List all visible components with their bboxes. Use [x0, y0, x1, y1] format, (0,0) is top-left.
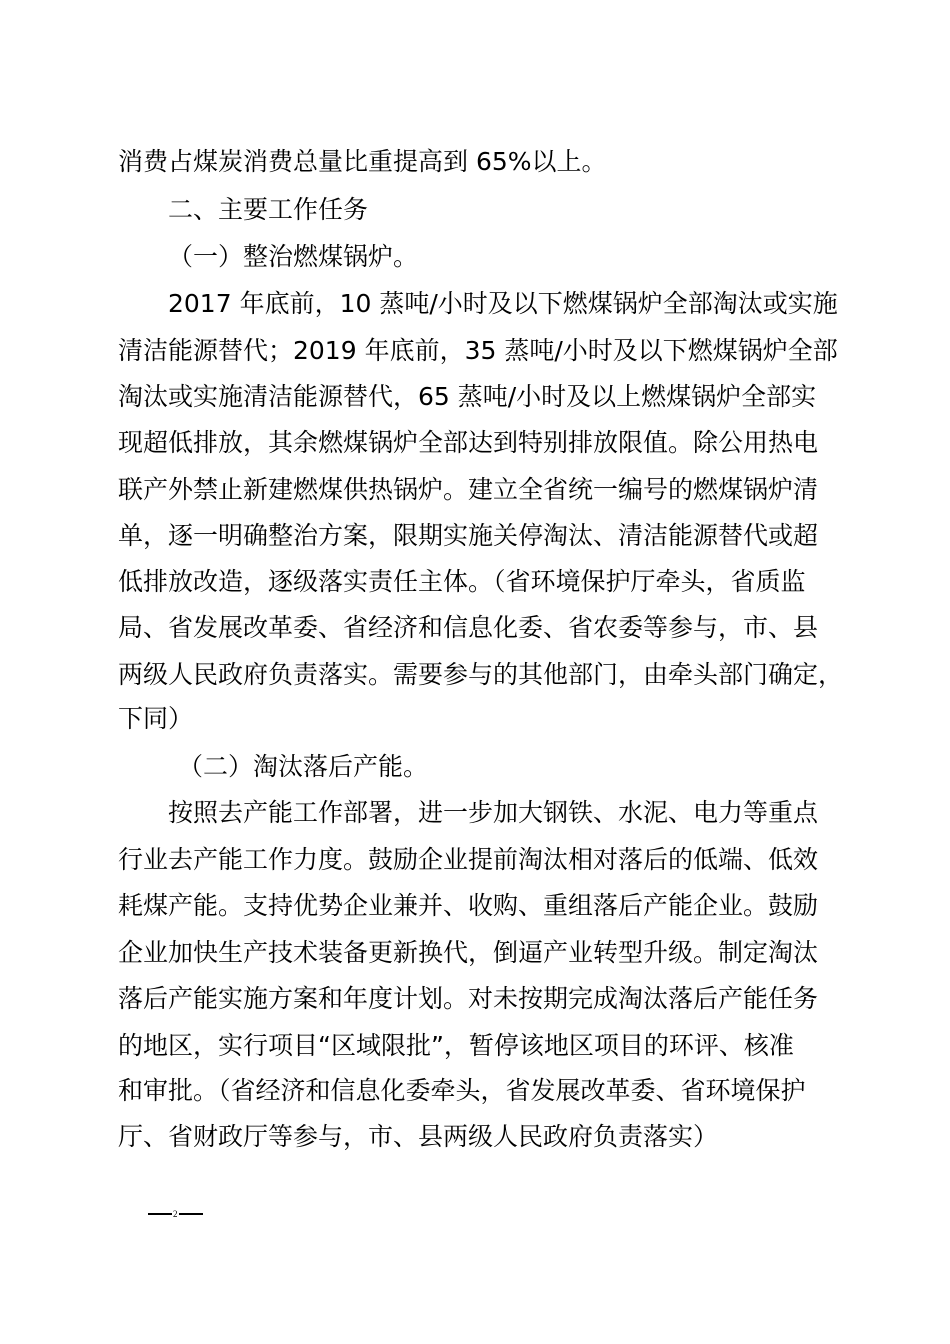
subsection-heading: （一）整治燃煤锅炉。 [168, 242, 419, 271]
page-number: 2 [173, 1209, 178, 1219]
body-text-line: 清洁能源替代；2019 年底前，35 蒸吨/小时及以下燃煤锅炉全部 [118, 336, 838, 365]
body-text-line: 低排放改造，逐级落实责任主体。（省环境保护厅牵头，省质监 [118, 567, 806, 596]
body-text-line: 2017 年底前，10 蒸吨/小时及以下燃煤锅炉全部淘汰或实施 [168, 289, 838, 318]
body-text-line: 厅、省财政厅等参与，市、县两级人民政府负责落实） [118, 1122, 719, 1151]
body-text-line: 耗煤产能。支持优势企业兼并、收购、重组落后产能企业。鼓励 [118, 891, 819, 920]
section-heading: 二、主要工作任务 [168, 195, 369, 224]
body-text-line: 企业加快生产技术装备更新换代，倒逼产业转型升级。制定淘汰 [118, 938, 819, 967]
body-text-line: 消费占煤炭消费总量比重提高到 65%以上。 [118, 147, 607, 176]
body-text-line: 现超低排放，其余燃煤锅炉全部达到特别排放限值。除公用热电 [118, 428, 819, 457]
footer-dash-right [179, 1213, 203, 1215]
body-text-line: 和审批。（省经济和信息化委牵头，省发展改革委、省环境保护 [118, 1076, 806, 1105]
body-text-line: 局、省发展改革委、省经济和信息化委、省农委等参与，市、县 [118, 613, 819, 642]
footer-dash-left [148, 1213, 172, 1215]
body-text-line: 下同） [118, 704, 194, 733]
body-text-line: 落后产能实施方案和年度计划。对未按期完成淘汰落后产能任务 [118, 984, 819, 1013]
body-text-line: 的地区，实行项目“区域限批”，暂停该地区项目的环评、核准 [118, 1031, 794, 1060]
body-text-line: 按照去产能工作部署，进一步加大钢铁、水泥、电力等重点 [168, 798, 819, 827]
body-text-line: 联产外禁止新建燃煤供热锅炉。建立全省统一编号的燃煤锅炉清 [118, 475, 819, 504]
body-text-line: 两级人民政府负责落实。需要参与的其他部门，由牵头部门确定， [118, 660, 844, 689]
body-text-line: 单，逐一明确整治方案，限期实施关停淘汰、清洁能源替代或超 [118, 521, 819, 550]
body-text-line: 淘汰或实施清洁能源替代，65 蒸吨/小时及以上燃煤锅炉全部实 [118, 382, 817, 411]
body-text-line: 行业去产能工作力度。鼓励企业提前淘汰相对落后的低端、低效 [118, 845, 819, 874]
page-number-footer [148, 1208, 203, 1220]
subsection-heading: （二）淘汰落后产能。 [178, 752, 429, 781]
